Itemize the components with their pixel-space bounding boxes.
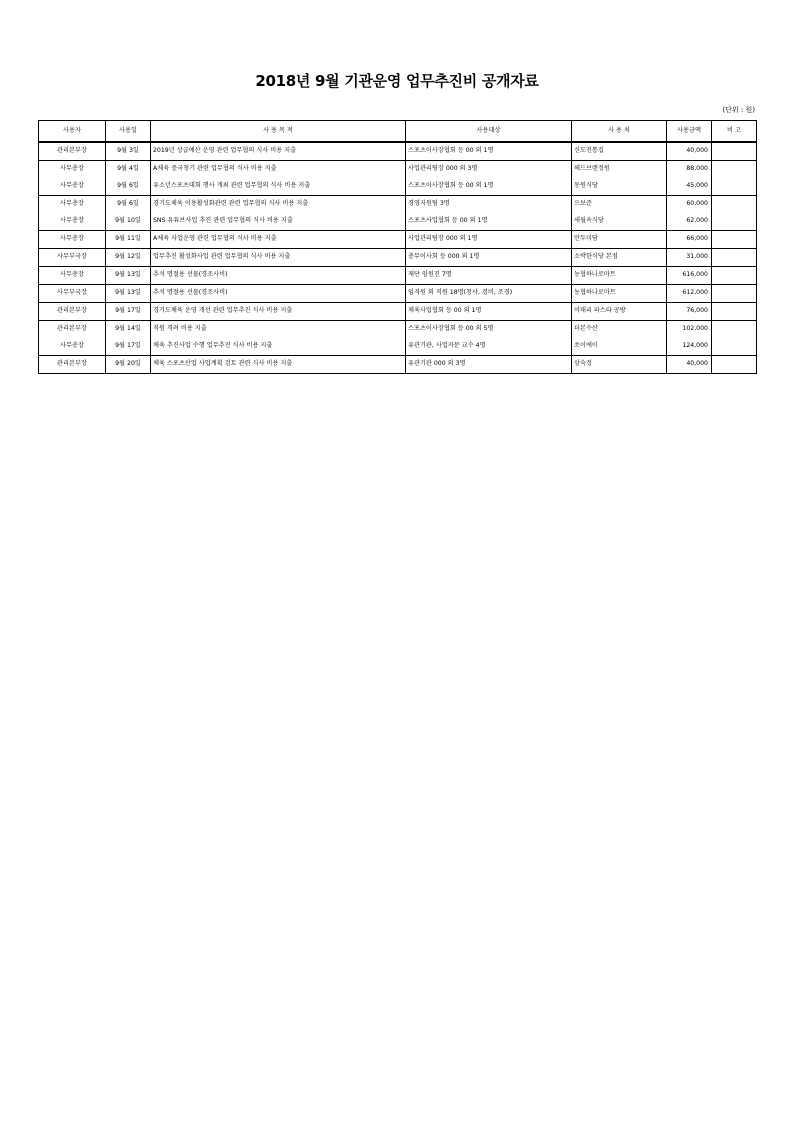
cell-amount: 616,000 <box>667 267 712 285</box>
cell-purpose: 체육 추진사업 수행 업무추진 식사 비용 지출 <box>151 338 406 356</box>
cell-amount: 40,000 <box>667 356 712 374</box>
cell-target: 체육사업협회 등 00 외 1명 <box>406 303 572 321</box>
cell-user: 사무부국장 <box>39 285 106 303</box>
cell-user: 관리본부장 <box>39 303 106 321</box>
cell-target: 사업관리팀장 000 외 3명 <box>406 161 572 179</box>
cell-purpose: 경기도체육 운영 개선 관련 업무추진 식사 비용 지출 <box>151 303 406 321</box>
cell-place: 삼숙정 <box>572 356 667 374</box>
table-row <box>39 231 757 249</box>
cell-amount: 76,000 <box>667 303 712 321</box>
cell-target: 스포츠이사장협회 등 00 외 1명 <box>406 142 572 161</box>
expense-table <box>38 120 757 374</box>
cell-date: 9월 3일 <box>106 142 151 161</box>
cell-amount: 102,000 <box>667 321 712 339</box>
cell-note <box>712 231 757 249</box>
cell-date: 9월 14일 <box>106 321 151 339</box>
cell-note <box>712 161 757 196</box>
cell-date: 9월 13일 <box>106 285 151 303</box>
cell-purpose: 2019년 상급예산 운영 관련 업무협의 식사 비용 지출 <box>151 142 406 161</box>
cell-target: 경영지원팀 3명 <box>406 196 572 214</box>
cell-date: 9월 6일 <box>106 178 151 196</box>
cell-amount: 88,000 <box>667 161 712 179</box>
cell-user: 사무총장 <box>39 161 106 179</box>
cell-purpose: A체육 사업운영 관련 업무협의 식사 비용 지출 <box>151 231 406 249</box>
cell-purpose: 추석 명절용 선물(경조사비) <box>151 285 406 303</box>
cell-amount: 45,000 <box>667 178 712 196</box>
cell-place: 세월옥식당 <box>572 213 667 231</box>
cell-place: 농협하나로마트 <box>572 285 667 303</box>
cell-place: 소박한식당 본점 <box>572 249 667 267</box>
cell-note <box>712 142 757 161</box>
table-row <box>39 213 757 231</box>
cell-amount: 31,000 <box>667 249 712 267</box>
cell-date: 9월 11일 <box>106 231 151 249</box>
cell-amount: 62,000 <box>667 213 712 231</box>
cell-user: 관리본부장 <box>39 142 106 161</box>
cell-amount: 40,000 <box>667 142 712 161</box>
header-date: 사용일 <box>106 121 151 143</box>
cell-note <box>712 321 757 356</box>
cell-note <box>712 249 757 267</box>
header-target: 사용대상 <box>406 121 572 143</box>
cell-note <box>712 267 757 285</box>
cell-date: 9월 17일 <box>106 303 151 321</box>
table-row <box>39 267 757 285</box>
cell-date: 9월 17일 <box>106 338 151 356</box>
cell-note <box>712 303 757 321</box>
cell-date: 9월 4일 <box>106 161 151 179</box>
cell-purpose: 직원 격려 비용 지출 <box>151 321 406 339</box>
table-row <box>39 249 757 267</box>
header-place: 사 용 처 <box>572 121 667 143</box>
cell-note <box>712 356 757 374</box>
cell-date: 9월 20일 <box>106 356 151 374</box>
cell-amount: 124,000 <box>667 338 712 356</box>
header-note: 비 고 <box>712 121 757 143</box>
cell-target: 총무이사회 등 000 외 1명 <box>406 249 572 267</box>
cell-place: 이태리 파스타 공방 <box>572 303 667 321</box>
cell-date: 9월 13일 <box>106 267 151 285</box>
cell-user: 사무총장 <box>39 267 106 285</box>
cell-user: 사무총장 <box>39 213 106 231</box>
cell-amount: 66,000 <box>667 231 712 249</box>
table-row <box>39 321 757 339</box>
cell-amount: 60,000 <box>667 196 712 214</box>
cell-user: 사무부국장 <box>39 249 106 267</box>
cell-place: 쏘이에이 <box>572 338 667 356</box>
cell-place: 헤드브랜정원 <box>572 161 667 179</box>
cell-user: 관리본부장 <box>39 321 106 339</box>
cell-purpose: 유소년스포츠대회 행사 개최 관련 업무협의 식사 비용 지출 <box>151 178 406 196</box>
cell-amount: 612,000 <box>667 285 712 303</box>
cell-target: 유관기관 000 외 3명 <box>406 356 572 374</box>
cell-user: 사무총장 <box>39 178 106 196</box>
table-row <box>39 178 757 196</box>
cell-purpose: 체육 스포츠산업 사업계획 검토 관련 식사 비용 지출 <box>151 356 406 374</box>
table-row <box>39 285 757 303</box>
cell-place: 으보준 <box>572 196 667 214</box>
cell-date: 9월 6일 <box>106 196 151 214</box>
table-row <box>39 303 757 321</box>
table-row <box>39 161 757 179</box>
table-row <box>39 338 757 356</box>
header-purpose: 사 용 목 적 <box>151 121 406 143</box>
cell-date: 9월 10일 <box>106 213 151 231</box>
cell-target: 스포츠이사장협회 등 00 외 5명 <box>406 321 572 339</box>
table-header-row <box>39 121 757 143</box>
cell-place: 더본수산 <box>572 321 667 339</box>
cell-target: 스포츠이사장협회 등 00 외 1명 <box>406 178 572 196</box>
cell-note <box>712 285 757 303</box>
cell-purpose: 추석 명절용 선물(경조사비) <box>151 267 406 285</box>
cell-note <box>712 196 757 231</box>
cell-target: 사업관리팀장 000 외 1명 <box>406 231 572 249</box>
cell-user: 사무총장 <box>39 231 106 249</box>
cell-target: 재단 임원진 7명 <box>406 267 572 285</box>
cell-target: 임직원 외 직원 18명(청사, 경비, 조경) <box>406 285 572 303</box>
cell-user: 사무총장 <box>39 338 106 356</box>
cell-target: 스포츠사업협회 등 00 외 1명 <box>406 213 572 231</box>
cell-user: 사무총장 <box>39 196 106 214</box>
cell-place: 신도전통집 <box>572 142 667 161</box>
page-title: 2018년 9월 기관운영 업무추진비 공개자료 <box>255 72 539 90</box>
cell-place: 동원식당 <box>572 178 667 196</box>
cell-place: 만두미담 <box>572 231 667 249</box>
header-amount: 사용금액 <box>667 121 712 143</box>
cell-purpose: 경기도체육 이용활성화관련 관련 업무협의 식사 비용 지출 <box>151 196 406 214</box>
cell-purpose: SNS 유튜브사업 추진 관련 업무협의 식사 비용 지출 <box>151 213 406 231</box>
table-row <box>39 196 757 214</box>
header-user: 사용자 <box>39 121 106 143</box>
cell-purpose: 업무추진 활성화사업 관련 업무협의 식사 비용 지출 <box>151 249 406 267</box>
table-row <box>39 142 757 161</box>
cell-target: 유관기관, 사업자문 교수 4명 <box>406 338 572 356</box>
cell-place: 농협하나로마트 <box>572 267 667 285</box>
cell-user: 관리본부장 <box>39 356 106 374</box>
cell-purpose: A체육 중국청기 관련 업무협의 식사 비용 지출 <box>151 161 406 179</box>
unit-label: (단위 : 원) <box>722 106 755 114</box>
cell-date: 9월 12일 <box>106 249 151 267</box>
table-row <box>39 356 757 374</box>
